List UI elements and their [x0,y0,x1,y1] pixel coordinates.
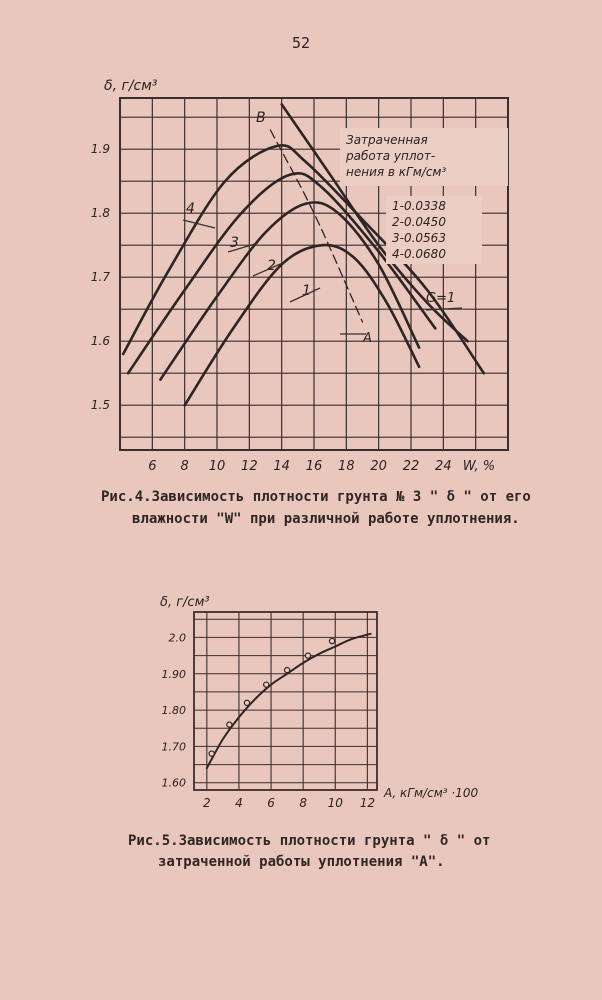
fig5-y-tick-label: 1.90 [161,667,186,681]
fig5-y-axis-label: δ, г/см³ [160,595,210,610]
fig5-plot-frame [194,612,377,790]
fig4-x-tick-label: 18 [338,459,355,474]
fig4-x-tick-label: 6 [148,459,157,474]
fig4-y-tick-label: 1.8 [90,206,110,221]
fig5-y-tick-label: 2.0 [168,631,186,645]
fig5-data-point [285,668,290,673]
fig4-x-tick-label: 12 [241,459,258,474]
fig4-y-tick-label: 1.7 [90,270,110,285]
figure-5-caption-line1: Рис.5.Зависимость плотности грунта " δ " от [128,833,491,849]
fig5-x-tick-label: 6 [267,796,275,810]
fig4-legend-title-line: нения в кГм/см³ [346,165,447,179]
fig4-y-axis-label: δ, г/см³ [104,78,158,94]
fig4-legend-entry: 4-0.0680 [392,247,446,261]
fig4-label-a: A [363,331,372,346]
fig5-data-point [227,722,232,727]
fig5-y-tick-label: 1.60 [161,776,186,790]
fig5-x-axis-label: A, кГм/см³ ·100 [384,786,479,800]
page-number: 52 [291,34,311,52]
fig5-x-tick-label: 10 [327,796,343,810]
fig4-legend-entry: 2-0.0450 [392,215,446,229]
fig4-legend-entry: 1-0.0338 [392,199,446,213]
fig5-data-point [305,653,310,658]
fig5-y-tick-label: 1.70 [161,740,186,754]
figure-5-caption-line2: затраченной работы уплотнения "A". [158,854,445,870]
fig4-label-g: G=1 [426,291,456,306]
fig5-fit-curve [207,634,371,768]
fig5-x-tick-label: 2 [203,796,211,810]
fig4-x-tick-label: 24 [435,459,452,474]
fig4-x-tick-label: 8 [180,459,189,474]
fig4-y-tick-label: 1.9 [90,142,110,157]
fig4-curve-number-label: 2 [267,258,276,274]
fig5-data-point [329,638,334,643]
fig4-y-tick-label: 1.6 [90,334,110,349]
fig4-curve-number-label: 4 [186,201,195,217]
fig5-data-point [244,700,249,705]
fig5-y-tick-label: 1.80 [161,704,186,718]
fig5-x-tick-label: 8 [299,796,307,810]
fig5-x-tick-label: 12 [359,796,376,810]
fig4-x-tick-label: 22 [402,459,420,474]
fig4-x-tick-label: 10 [208,459,226,474]
figure-4-caption-line1: Рис.4.Зависимость плотности грунта № 3 " δ " от его [101,489,531,505]
fig4-legend-entry: 3-0.0563 [392,231,446,245]
fig4-curve-number-label: 1 [302,283,311,299]
figure-4-caption-line2: влажности "W" при различной работе уплотнения. [132,511,520,527]
fig4-y-tick-label: 1.5 [90,398,110,413]
fig4-x-tick-label: 14 [273,459,290,474]
fig4-x-tick-label: 20 [370,459,387,474]
fig4-x-axis-label: W, % [462,459,496,474]
fig4-legend-title-line: Затраченная [346,133,428,147]
fig5-x-tick-label: 4 [235,796,243,810]
fig5-data-point [209,751,214,756]
fig5-data-point [264,682,269,687]
fig4-label-b: B [256,110,266,126]
fig4-curve-number-label: 3 [230,235,239,251]
fig4-x-tick-label: 16 [305,459,323,474]
fig4-legend-title-line: работа уплот- [346,149,436,163]
